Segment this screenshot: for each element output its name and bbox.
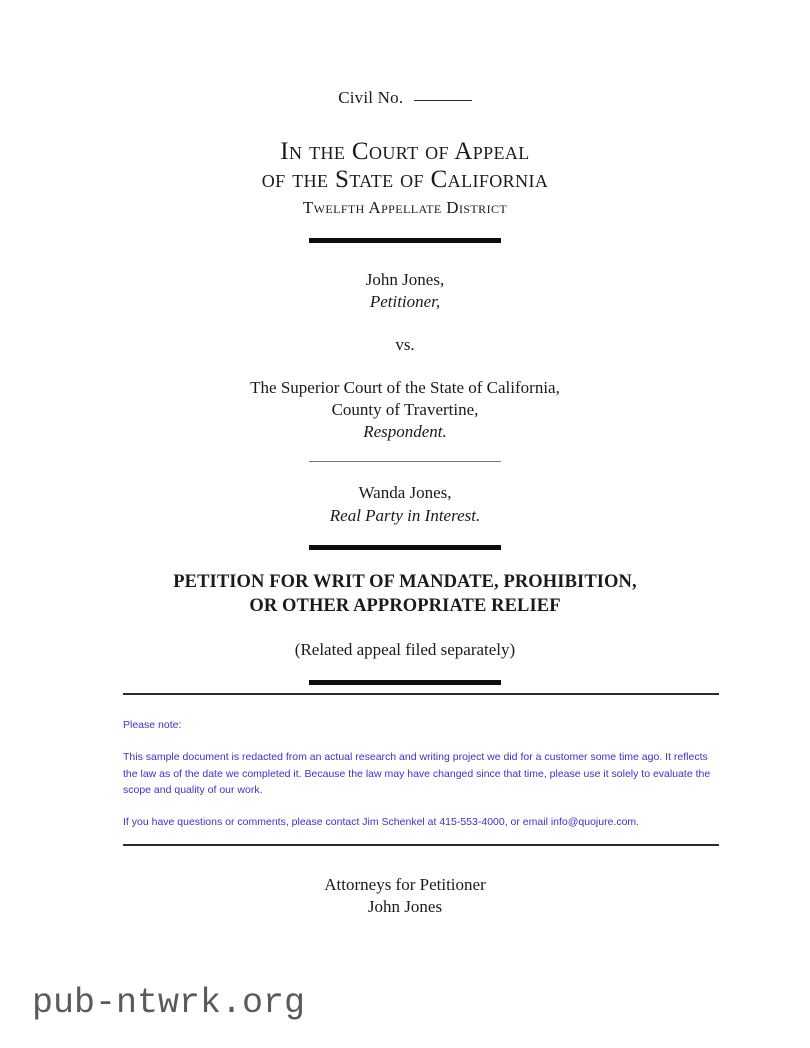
attorneys-block bbox=[95, 874, 715, 919]
petition-title-line-1: PETITION FOR WRIT OF MANDATE, PROHIBITION, bbox=[173, 571, 637, 592]
disclaimer-paragraph-1: This sample document is redacted from an actual research and writing project we did for a customer some time ago. It reflects the law as of the date we completed it. Because the law may have changed since that time, please use it solely to evaluate the scope and quality of our work. bbox=[123, 751, 711, 796]
spacer bbox=[95, 218, 715, 238]
respondent-role: Respondent. bbox=[363, 421, 447, 441]
spacer bbox=[95, 527, 715, 545]
spacer bbox=[95, 355, 715, 377]
spacer bbox=[95, 313, 715, 335]
real-party-block bbox=[95, 482, 715, 526]
petitioner-name: John Jones, bbox=[365, 269, 445, 289]
disclaimer-rule-bottom bbox=[123, 844, 719, 846]
real-party-name: Wanda Jones, bbox=[358, 483, 452, 503]
versus-label: vs. bbox=[395, 334, 415, 354]
petitioner-block bbox=[95, 269, 715, 313]
spacer bbox=[95, 660, 715, 680]
court-name-line-2: of the State of California bbox=[261, 166, 549, 194]
respondent-name-line-2: County of Travertine, bbox=[331, 399, 479, 419]
real-party-role: Real Party in Interest. bbox=[329, 505, 481, 525]
spacer bbox=[95, 462, 715, 482]
civil-number-label: Civil No. bbox=[338, 88, 404, 107]
respondent-block bbox=[95, 377, 715, 443]
petitioner-role: Petitioner, bbox=[369, 291, 441, 311]
related-appeal-note: (Related appeal filed separately) bbox=[294, 639, 516, 659]
civil-number-line bbox=[95, 88, 715, 108]
case-caption bbox=[95, 88, 715, 685]
disclaimer-heading: Please note: bbox=[123, 719, 182, 731]
civil-number-blank bbox=[414, 88, 472, 101]
watermark: pub-ntwrk.org bbox=[32, 983, 306, 1023]
spacer bbox=[95, 618, 715, 640]
spacer bbox=[95, 550, 715, 570]
disclaimer-text bbox=[123, 695, 719, 844]
court-name-line-1: In the Court of Appeal bbox=[280, 138, 530, 165]
attorneys-line-1: Attorneys for Petitioner bbox=[324, 875, 486, 894]
court-district: Twelfth Appellate District bbox=[302, 197, 508, 217]
attorneys-line-2: John Jones bbox=[367, 897, 443, 917]
spacer bbox=[95, 443, 715, 461]
disclaimer-paragraph-2: If you have questions or comments, please contact Jim Schenkel at 415-553-4000, or email info@quojure.com. bbox=[123, 816, 640, 829]
title-rule-bottom bbox=[309, 680, 501, 685]
spacer bbox=[95, 243, 715, 269]
petition-title bbox=[95, 570, 715, 618]
respondent-name-line-1: The Superior Court of the State of California, bbox=[250, 377, 560, 397]
petition-title-line-2: OR OTHER APPROPRIATE RELIEF bbox=[249, 595, 561, 616]
disclaimer-block bbox=[123, 693, 719, 846]
